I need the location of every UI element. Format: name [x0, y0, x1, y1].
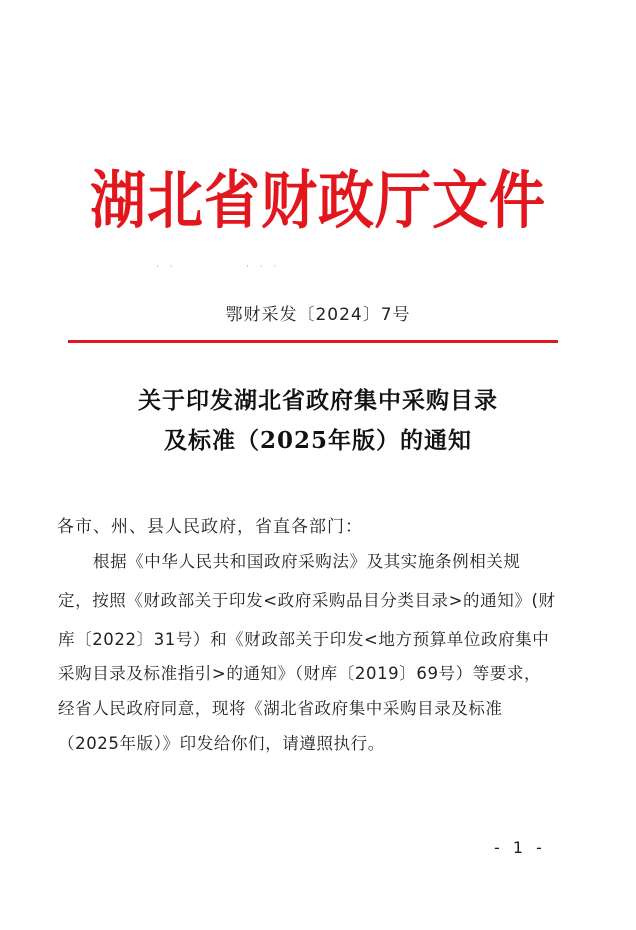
body-line: 定，按照《财政部关于印发<政府采购品目分类目录>的通知》(财: [58, 591, 556, 610]
body-line: 库〔2022〕31号）和《财政部关于印发<地方预算单位政府集中: [58, 630, 550, 649]
body-line: 经省人民政府同意，现将《湖北省政府集中采购目录及标准: [58, 699, 503, 718]
page-number: - 1 -: [494, 838, 546, 857]
red-divider-line: [68, 340, 558, 343]
body-line: 根据《中华人民共和国政府采购法》及其实施条例相关规: [93, 552, 521, 571]
issuer-header-title: 湖北省财政厅文件: [90, 163, 546, 238]
salutation: 各市、州、县人民政府，省直各部门：: [57, 517, 363, 537]
scan-speckle: · · ·: [246, 262, 281, 272]
scan-speckle: · ·: [156, 262, 177, 272]
document-number: 鄂财采发〔2024〕7号: [225, 305, 411, 325]
document-title-line-2: 及标准（2025年版）的通知: [163, 427, 472, 454]
document-title-line-1: 关于印发湖北省政府集中采购目录: [138, 387, 498, 414]
body-line: （2025年版）》印发给你们，请遵照执行。: [58, 734, 385, 753]
body-line: 采购目录及标准指引>的通知》（财库〔2019〕69号）等要求，: [58, 664, 542, 683]
